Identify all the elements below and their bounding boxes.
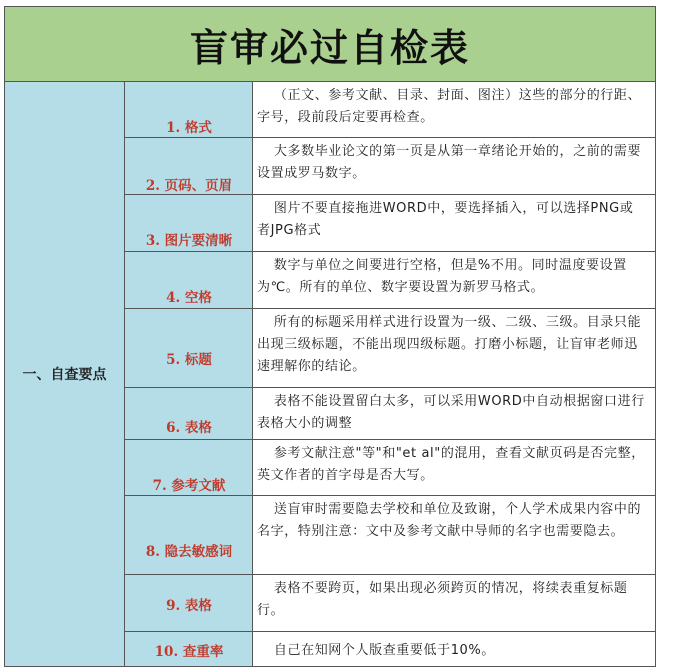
item-label-cell [125, 496, 253, 575]
item-label: 10. 查重率 [154, 644, 224, 660]
item-desc-cell [253, 632, 656, 667]
table-row [125, 82, 656, 138]
table-row [125, 575, 656, 632]
table-row [125, 195, 656, 252]
table-row [125, 138, 656, 195]
item-label: 9. 表格 [166, 598, 212, 614]
item-label-cell [125, 632, 253, 667]
item-desc-cell [253, 496, 656, 575]
item-label-cell [125, 252, 253, 309]
item-desc-cell [253, 195, 656, 252]
table-row [125, 309, 656, 388]
item-desc-cell [253, 309, 656, 388]
item-label-cell [125, 388, 253, 440]
section-label: 一、自查要点 [22, 367, 107, 383]
table-row [125, 632, 656, 667]
item-description: 送盲审时需要隐去学校和单位及致谢，个人学术成果内容中的名字，特别注意：文中及参考文献中导师的名字也需要隐去。 [257, 502, 642, 539]
table-row [125, 252, 656, 309]
item-desc-cell [253, 138, 656, 195]
item-label: 5. 标题 [166, 352, 212, 368]
item-label-cell [125, 575, 253, 632]
item-description: 大多数毕业论文的第一页是从第一章绪论开始的，之前的需要设置成罗马数字。 [257, 144, 642, 181]
table-row [125, 440, 656, 496]
item-label: 2. 页码、页眉 [145, 178, 233, 194]
item-description: 表格不要跨页，如果出现必须跨页的情况，将续表重复标题行。 [257, 581, 628, 618]
item-label-cell [125, 82, 253, 138]
section-cell [4, 82, 125, 667]
item-desc-cell [253, 575, 656, 632]
item-label: 8. 隐去敏感词 [145, 544, 233, 560]
item-description: 自己在知网个人版查重要低于10%。 [273, 643, 495, 658]
item-desc-cell [253, 252, 656, 309]
item-description: 所有的标题采用样式进行设置为一级、二级、三级。目录只能出现三级标题，不能出现四级标题。打磨小标题，让盲审老师迅速理解你的结论。 [257, 315, 642, 374]
page-title: 盲审必过自检表 [189, 24, 470, 70]
table-row [125, 388, 656, 440]
item-label: 1. 格式 [166, 120, 212, 136]
item-description: 参考文献注意"等"和"et al"的混用，查看文献页码是否完整，英文作者的首字母是否大写。 [257, 446, 645, 483]
item-label: 7. 参考文献 [152, 478, 226, 494]
item-label-cell [125, 195, 253, 252]
item-desc-cell [253, 388, 656, 440]
item-label-cell [125, 309, 253, 388]
item-desc-cell [253, 440, 656, 496]
title-bar [4, 6, 656, 82]
item-label-cell [125, 138, 253, 195]
item-label: 3. 图片要清晰 [145, 233, 233, 249]
item-label: 4. 空格 [166, 290, 212, 306]
checklist-table [4, 6, 658, 667]
item-label: 6. 表格 [166, 420, 212, 436]
item-description: 表格不能设置留白太多，可以采用WORD中自动根据窗口进行表格大小的调整 [257, 394, 645, 431]
item-description: 数字与单位之间要进行空格，但是%不用。同时温度要设置为℃。所有的单位、数字要设置为新罗马格式。 [257, 258, 627, 295]
item-description: （正文、参考文献、目录、封面、图注）这些的部分的行距、字号，段前段后定要再检查。 [257, 88, 642, 125]
item-desc-cell [253, 82, 656, 138]
table-row [125, 496, 656, 575]
item-description: 图片不要直接拖进WORD中，要选择插入，可以选择PNG或者JPG格式 [257, 201, 634, 238]
item-label-cell [125, 440, 253, 496]
